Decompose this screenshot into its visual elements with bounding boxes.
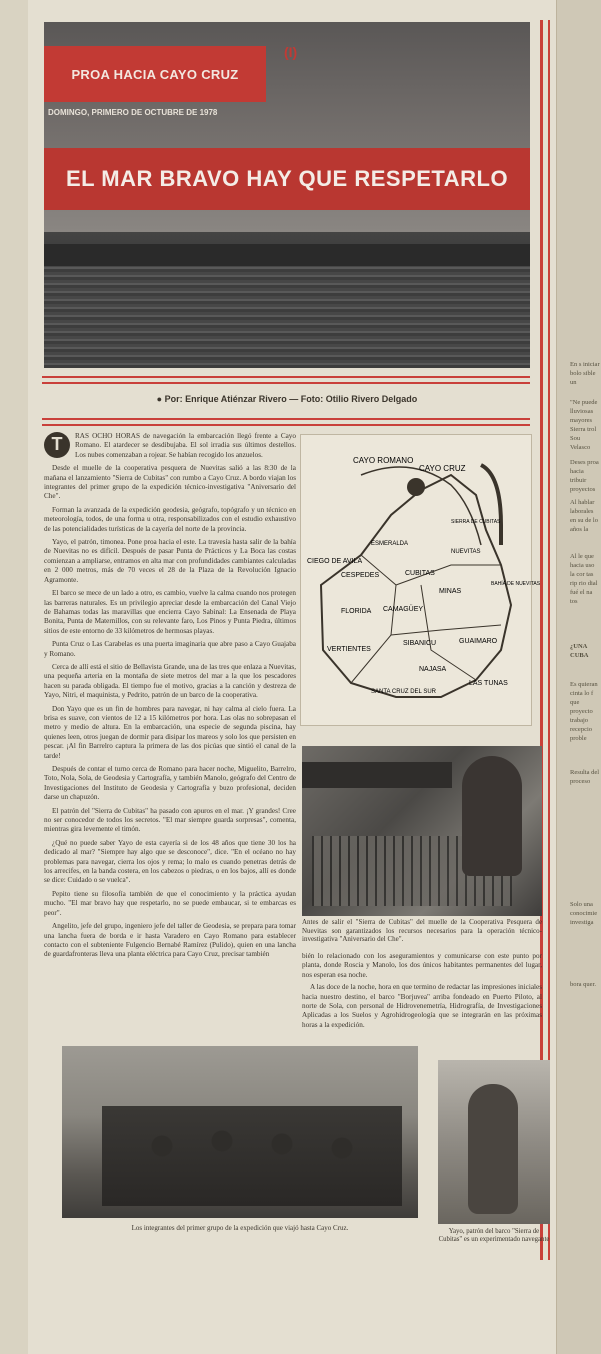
article-paragraph: El patrón del "Sierra de Cubitas" ha pasado con apuros en el mar. ¡Y grandes! Cree no ser conocedor de todos los secretos. "El mar siempre guarda sorpresas", comenta, mientras gira levemente el timón.: [44, 806, 296, 834]
article-body-right: [302, 952, 542, 1033]
article-paragraph: Después de contar el turno cerca de Romano para hacer noche, Miguelito, Barrelro, Toto, Nola, Sola, de Geodesia y Cartografía, y también Manolo, geógrafo del Centro de Investigaciones del Instituto de Geodesia y Cartografía y buzo profesional, deciden darse un chapuzón.: [44, 765, 296, 802]
photo-captain: [468, 1084, 518, 1214]
map-label: MINAS: [439, 588, 462, 595]
article-paragraph: ¿Qué no puede saber Yayo de esta cayería si de los 48 años que tiene 30 los ha dedicado al mar? "Siempre hay algo que se desconoce", dice. "En el océano no hay problemas para navegar, cierra los ojos y rema; lo malo es cuando penetras detrás de los arrecifes, en la banda costera, en los cabezos o piedras, o en los bajos, allí es donde se dice: Cuidado o se vuelca".: [44, 838, 296, 885]
photo-shoreline: [44, 244, 530, 266]
red-rule-top-2: [42, 382, 530, 384]
map-label: SANTA CRUZ DEL SUR: [371, 689, 437, 695]
captain-photo-caption: Yayo, patrón del barco "Sierra de Cubitas" es un experimentado navegante: [438, 1228, 550, 1243]
photo-sea: [44, 266, 530, 368]
map-label: SIBANICU: [403, 640, 437, 647]
cayo-cruz-marker: [407, 478, 425, 496]
dock-photo-caption: Antes de salir el "Sierra de Cubitas" del muelle de la Cooperativa Pesquera de Nuevitas son garantizados los recursos necesarios para la operación técnico-investigativa "Aniversario del Che".: [302, 918, 542, 944]
map-label: VERTIENTES: [327, 646, 371, 653]
map-label: CUBITAS: [405, 570, 435, 577]
map-label: CAYO CRUZ: [419, 464, 466, 473]
header-photo: [44, 22, 530, 368]
adjacent-text: bora quer.: [570, 981, 596, 988]
map-label: CAMAGÜEY: [383, 606, 424, 613]
map-label: NUEVITAS: [451, 549, 481, 555]
article-paragraph: RAS OCHO HORAS de navegación la embarcación llegó frente a Cayo Romano. El atardecer se desdibujaba. El sol irradia sus últimos destellos. Los nubes comenzaban a rojear. Se habían recogido los anzuelos.: [75, 432, 296, 459]
red-rule-top: [42, 376, 530, 378]
article-paragraph: El barco se mece de un lado a otro, es cambio, vuelve la calma cuando nos protegen las barreras naturales. Es un privilegio apreciar desde la embarcación del Canal Viejo de Bahamas todas las maravillas que encierra Cayo Sabinal: La Ensenada de Playa Bonita, Punta de Maternillos, con su relevante faro, Los Pinos y Punta Piedra, últimos sitios de este entorno de 33 kilómetros de hermosas playas.: [44, 589, 296, 635]
article-paragraph: Punta Cruz o Las Carabelas es una puerta imaginaria que abre paso a Cayo Guajaba y Romano.: [44, 640, 296, 658]
group-photo-caption: Los integrantes del primer grupo de la expedición que viajó hasta Cayo Cruz.: [131, 1224, 349, 1232]
adjacent-text: Deses proa hacia tribuir proyectos: [570, 459, 599, 493]
province-outline: [321, 475, 511, 697]
photo-worker: [462, 756, 522, 876]
article-paragraph: Don Yayo que es un fin de hombres para navegar, ni hay calma al cielo fuera. La brisa es suave, con vientos de 12 a 15 kilómetros por hora. Las olas no sobrepasan el metro y medio de altura. En la embarcación, una especie de segunda piscina, hay quienes leen, otros juegan de dormir para disipar los mareos y solo los que persisten en pescar. ¡Al fin Barrelro captura la primera de las dos picúas que sintió el canal de la tarde!: [44, 704, 296, 760]
map-label: LAS TUNAS: [469, 680, 508, 687]
article-paragraph: Angelito, jefe del grupo, ingeniero jefe del taller de Geodesia, se prepara para tomar una lancha fuera de borda e ir hasta Varadero en Cayo Romano para establecer contacto con el subteniente Fulgencio Bernabé Ramírez (Pulido), quien en una lancha de guardafronteras lleva una planta eléctrica para Cayo Cruz, precisar también: [44, 922, 296, 959]
headline: EL MAR BRAVO HAY QUE RESPETARLO: [44, 148, 530, 210]
map-label: CIEGO DE AVILA: [307, 558, 363, 565]
map-drawing: [301, 435, 541, 725]
article-paragraph: Desde el muelle de la cooperativa pesquera de Nuevitas salió a las 8:30 de la mañana el lanzamiento "Sierra de Cubitas" con rumbo a Cayo Cruz. A bordo viajan los integrantes del primer grupo de la expedición técnico-investigativa "Aniversario del Che".: [44, 464, 296, 501]
map-label: FLORIDA: [341, 608, 372, 615]
region-map: [300, 434, 541, 726]
map-label: SIERRA DE CUBITAS: [451, 519, 501, 525]
adjacent-text: Solo una conocimie investiga: [570, 901, 598, 926]
map-label: CAYO ROMANO: [353, 456, 414, 465]
adjacent-page: [556, 0, 601, 1354]
article-paragraph: Forman la avanzada de la expedición geodesia, geógrafo, topógrafo y un técnico en meteorología, todos, de una forma u otra, responsabilizados con el estudio exhaustivo de las potencialidades turísticas de la cayería del norte de la provincia.: [44, 505, 296, 533]
adjacent-text: Resulta del proceso: [570, 769, 600, 785]
article-paragraph: A las doce de la noche, hora en que termino de redactar las impresiones iniciales hacia nuestro destino, el barco "Borjuvea" arriba fondeado en Puerto Piloto, al norte de Sola, con personal de Hidrovenemetría, Hidrografía, de Investigaciones Aplicadas a los Suelos y Agrohidrogeología que se integrarán en las próximas horas a la expedición.: [302, 983, 542, 1029]
expedition-group-photo: [62, 1046, 418, 1218]
photo-crowd: [102, 1106, 402, 1206]
red-rule-bottom: [42, 418, 530, 420]
adjacent-text: En s iniciar bolo sible un: [570, 361, 600, 386]
cay-chain: [361, 467, 481, 545]
map-label: ESMERALDA: [371, 541, 409, 547]
municipal-border: [391, 625, 501, 635]
captain-photo: [438, 1060, 550, 1224]
drop-cap: T: [44, 432, 70, 458]
part-number: (I): [284, 44, 298, 60]
article-paragraph: Pepito tiene su filosofía también de que el conocimiento y la práctica ayudan mucho. "El mar bravo hay que respetarlo, no se puede embaucar, si te embarcas es peor".: [44, 889, 296, 917]
photo-canopy: [302, 762, 452, 788]
section-kicker: PROA HACIA CAYO CRUZ: [44, 46, 266, 102]
map-label: CESPEDES: [341, 572, 380, 579]
adjacent-text: Es quieran cinta lo f que proyecto trabajo recepcio proble: [570, 681, 598, 742]
red-rule-bottom-2: [42, 424, 530, 426]
article-paragraph: Yayo, el patrón, timonea. Pone proa hacia el este. La travesía hasta salir de la bahía de Nuevitas no es difícil. Después de pasar Punta de Prácticos y La Boca las costas comienzan a ampliarse, entramos en alta mar con profundidades cambiantes calculadas en 2 000 metros, más de 70 veces el 28 de la Plaza de la Revolución Ignacio Agramonte.: [44, 538, 296, 584]
pointer-arrow: [481, 465, 501, 545]
map-label: BAHÍA DE NUEVITAS: [491, 581, 541, 587]
adjacent-text: Al le que hacia uso la cor tas rip rio dial fué el na tos: [570, 553, 598, 605]
date-line: DOMINGO, PRIMERO DE OCTUBRE DE 1978: [48, 108, 218, 117]
map-label: NAJASA: [419, 666, 447, 673]
article-paragraph: Cerca de allí está el sitio de Bellavista Grande, una de las tres que enlaza a Nuevitas, una pequeña arteria en la montaña de siete metros del mar a la que los pescadores hacen su parada obligada. El tiempo fue el motivo, gracias a la canción y destreza de Yayo, Nitri, el maquinista, y Pedrito, patrón de un barco de la cooperativa.: [44, 662, 296, 700]
article-paragraph: bién lo relacionado con los aseguramientos y comunicarse con este punto por planta, donde Roscia y Manolo, los dos únicos habitantes permanentes del lugar, nos esperan esa noche.: [302, 952, 542, 979]
adjacent-text: Al hablar laborales en su de lo años la: [570, 499, 598, 533]
adjacent-text: "Ne puede lluviosas mayores Sierra trol Sou Velasco: [570, 399, 598, 451]
dock-photo: [302, 746, 542, 916]
byline: ● Por: Enrique Atiénzar Rivero — Foto: Otilio Rivero Delgado: [156, 394, 418, 404]
adjacent-heading: ¿UNA CUBA: [570, 643, 589, 659]
article-body-left: [44, 432, 296, 964]
map-label: GUAIMARO: [459, 638, 498, 645]
